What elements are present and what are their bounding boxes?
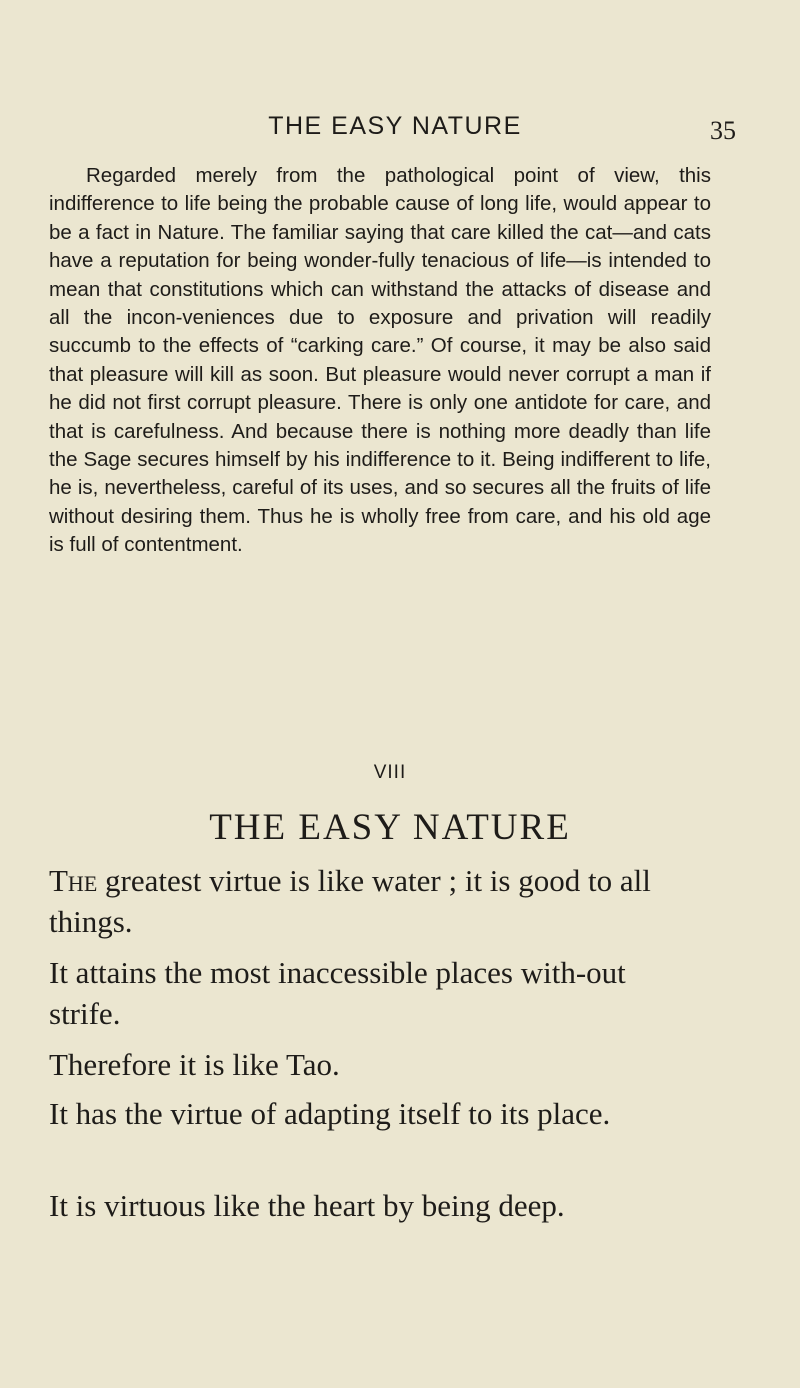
- page-number: 35: [710, 116, 736, 145]
- verse-3: Therefore it is like Tao.: [49, 1047, 340, 1082]
- verse-1-text: greatest virtue is like water ; it is good to all things.: [49, 863, 651, 939]
- running-head: THE EASY NATURE: [268, 112, 522, 140]
- verse-4: It has the virtue of adapting itself to its place.: [49, 1096, 611, 1131]
- commentary-paragraph: Regarded merely from the pathological point of view, this indifference to life being the probable cause of long life, would appear to be a fact in Nature. The familiar saying that care killed the cat—and cats have a reputation for being wonder-fully tenacious of life—is intended to mean that constitutions which can withstand the attacks of disease and all the incon-veniences due to exposure and privation will readily succumb to the effects of “carking care.” Of course, it may be also said that pleasure will kill as soon. But pleasure would never corrupt a man if he did not first corrupt pleasure. There is only one antidote for care, and that is carefulness. And because there is nothing more deadly than life the Sage secures himself by his indifference to it. Being indifferent to life, he is, nevertheless, careful of its uses, and so secures all the fruits of life without desiring them. Thus he is wholly free from care, and his old age is full of contentment.: [49, 164, 711, 557]
- verse-1: [49, 860, 689, 942]
- chapter-title: THE EASY NATURE: [209, 807, 571, 848]
- chapter-number: VIII: [373, 762, 407, 783]
- verse-1-first-word: The: [49, 863, 98, 898]
- verse-5: It is virtuous like the heart by being deep.: [49, 1188, 565, 1223]
- verse-2: It attains the most inaccessible places with-out strife.: [49, 955, 626, 1031]
